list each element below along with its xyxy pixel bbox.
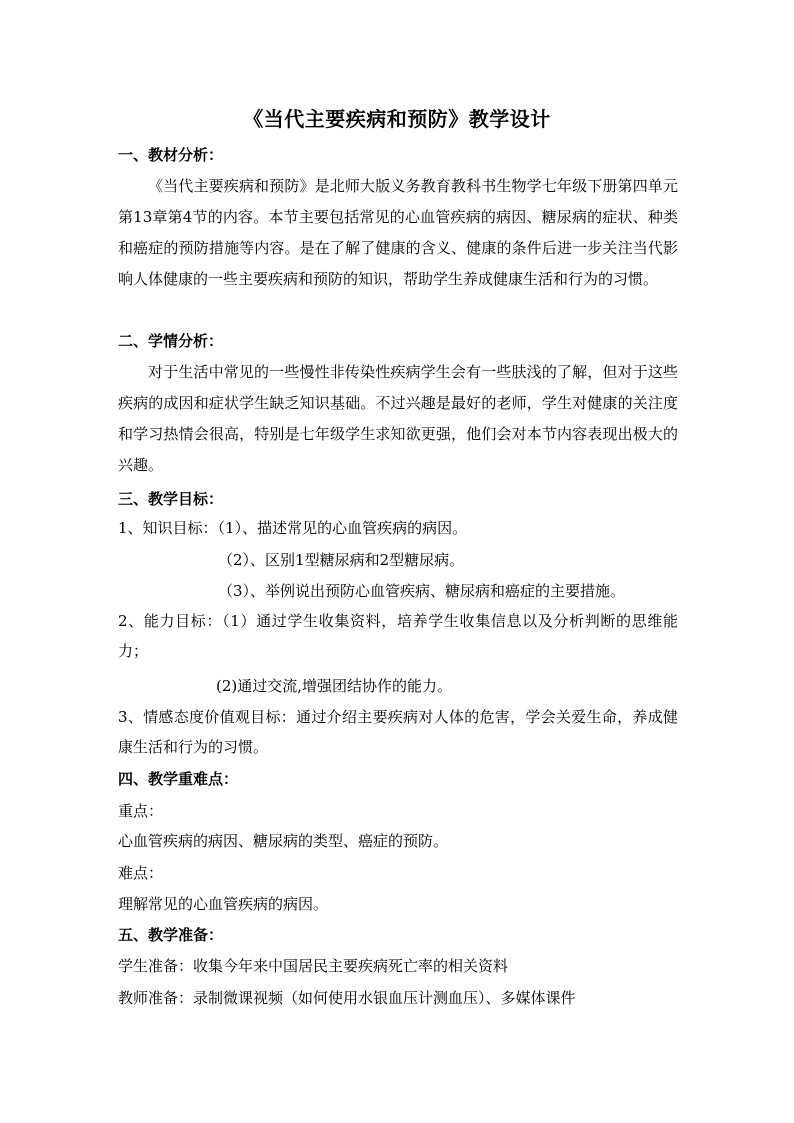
- difficult-point-text: 理解常见的心血管疾病的病因。: [118, 895, 329, 913]
- knowledge-objective-3: （3）、举例说出预防心血管疾病、糖尿病和癌症的主要措施。: [218, 582, 626, 600]
- key-point-text: 心血管疾病的病因、糖尿病的类型、癌症的预防。: [118, 832, 449, 850]
- emotion-objective: 3、情感态度价值观目标：通过介绍主要疾病对人体的危害，学会关爱生命，养成健康生活和行为的习惯。: [118, 708, 678, 756]
- teacher-preparation: 教师准备：录制微课视频（如何使用水银血压计测血压）、多媒体课件: [118, 989, 576, 1007]
- analysis-paragraph: 《当代主要疾病和预防》是北师大版义务教育教科书生物学七年级下册第四单元第13章第4节的内容。本节主要包括常见的心血管疾病的病因、糖尿病的症状、种类和癌症的预防措施等内容。是在了解了健康的含义、健康的条件后进一步关注当代影响人体健康的一些主要疾病和预防的知识，帮助学生养成健康生活和行为的习惯。: [118, 177, 678, 288]
- section-heading-key-points: 四、教学重难点：: [118, 770, 239, 788]
- student-preparation: 学生准备：收集今年来中国居民主要疾病死亡率的相关资料: [118, 957, 509, 975]
- document-title: 《当代主要疾病和预防》教学设计: [243, 107, 551, 131]
- section-heading-analysis: 一、教材分析：: [118, 146, 224, 164]
- ability-objective-1: 2、能力目标：（1）通过学生收集资料，培养学生收集信息以及分析判断的思维能力；: [118, 612, 678, 660]
- section-heading-objectives: 三、教学目标：: [118, 490, 224, 508]
- key-point-label: 重点：: [118, 802, 164, 820]
- section-heading-learners: 二、学情分析：: [118, 332, 224, 350]
- ability-objective-2: (2)通过交流,增强团结协作的能力。: [216, 677, 453, 695]
- knowledge-objective-2: （2）、区别1型糖尿病和2型糖尿病。: [218, 551, 465, 569]
- knowledge-objective-1: 1、知识目标：（1）、描述常见的心血管疾病的病因。: [118, 519, 468, 537]
- difficult-point-label: 难点：: [118, 864, 164, 882]
- section-heading-preparation: 五、教学准备：: [118, 926, 224, 944]
- learners-paragraph: 对于生活中常见的一些慢性非传染性疾病学生会有一些肤浅的了解，但对于这些疾病的成因和症状学生缺乏知识基础。不过兴趣是最好的老师，学生对健康的关注度和学习热情会很高，特别是七年级学生求知欲更强，他们会对本节内容表现出极大的兴趣。: [118, 363, 678, 474]
